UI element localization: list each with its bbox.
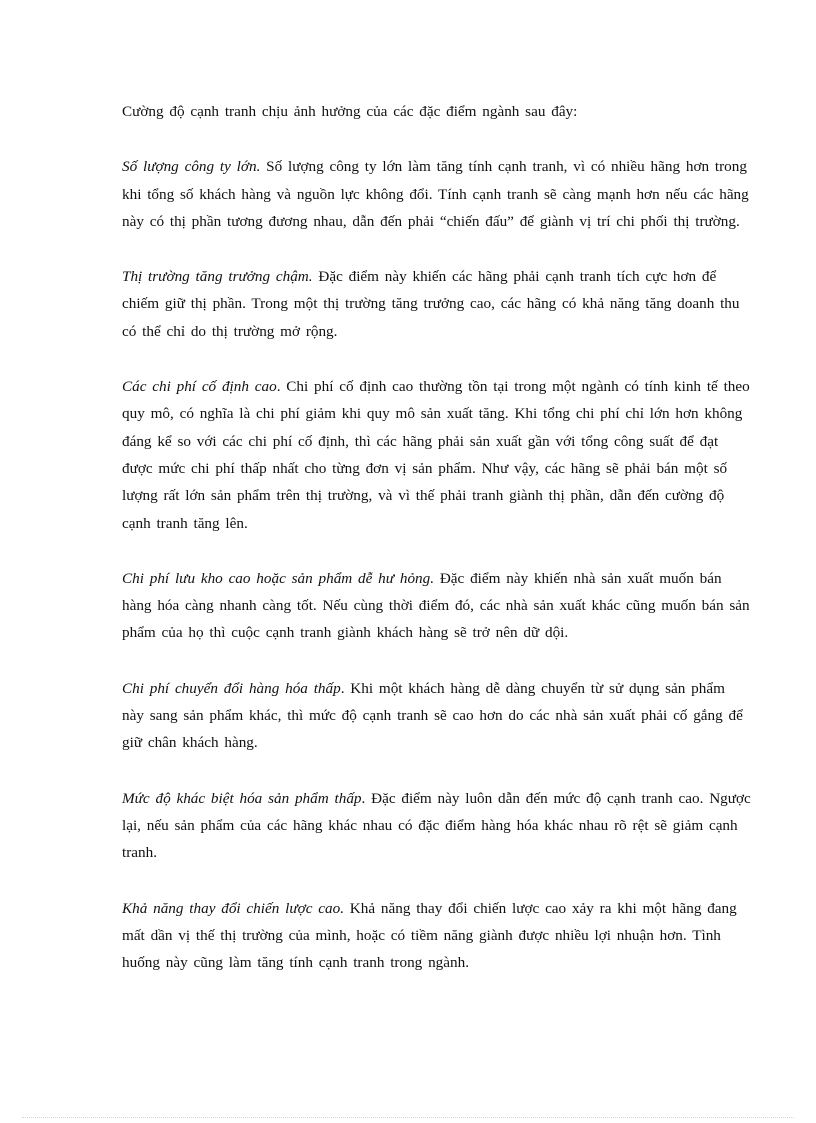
- paragraph-low-differentiation: [122, 785, 752, 867]
- paragraph-high-strategic-stakes: [122, 895, 752, 977]
- paragraph-heading: Thị trường tăng trưởng chậm.: [122, 268, 313, 286]
- paragraph-high-fixed-costs: [122, 373, 752, 537]
- paragraph-high-storage-costs: [122, 565, 752, 647]
- paragraph-body: . Chi phí cố định cao thường tồn tại trong một ngành có tính kinh tế theo quy mô, có nghĩa là chi phí giảm khi quy mô sản xuất tăng. Khi tổng chi phí chỉ lớn hơn không đáng kể so với các chi phí cố định, thì các hãng phải sản xuất gần với tổng công suất để đạt được mức chi phí thấp nhất cho từng đơn vị sản phẩm. Như vậy, các hãng sẽ phải bán một số lượng rất lớn sản phẩm trên thị trường, và vì thế phải tranh giành thị phần, dẫn đến cường độ cạnh tranh tăng lên.: [122, 378, 750, 532]
- page-bottom-divider: [22, 1117, 794, 1118]
- paragraph-heading: Số lượng công ty lớn.: [122, 158, 261, 176]
- paragraph-slow-market-growth: [122, 263, 752, 345]
- paragraph-body: . Đặc điểm này luôn dẫn đến mức độ cạnh tranh cao. Ngược lại, nếu sản phẩm của các hãng khác nhau có đặc điểm hàng hóa khác nhau rõ rệt sẽ giảm cạnh tranh.: [122, 789, 751, 862]
- paragraph-low-switching-costs: [122, 675, 752, 757]
- paragraph-heading: Chi phí lưu kho cao hoặc sản phẩm dễ hư hỏng.: [122, 569, 435, 587]
- paragraph-heading: Khả năng thay đổi chiến lược cao.: [122, 899, 344, 917]
- paragraph-body: Số lượng công ty lớn làm tăng tính cạnh tranh, vì có nhiều hãng hơn trong khi tổng số khách hàng và nguồn lực không đổi. Tính cạnh tranh sẽ càng mạnh hơn nếu các hãng này có thị phần tương đương nhau, dẫn đến phải “chiến đấu” để giành vị trí chi phối thị trường.: [122, 158, 749, 230]
- document-body: [122, 98, 752, 1004]
- intro-paragraph: Cường độ cạnh tranh chịu ảnh hưởng của các đặc điểm ngành sau đây:: [122, 103, 578, 120]
- paragraph-heading: Chi phí chuyển đổi hàng hóa thấp: [122, 679, 341, 697]
- paragraph-body: Đặc điểm này khiến các hãng phải cạnh tranh tích cực hơn để chiếm giữ thị phần. Trong một thị trường tăng trưởng cao, các hãng có khả năng tăng doanh thu có thể chỉ do thị trường mở rộng.: [122, 268, 740, 340]
- paragraph-large-number-of-firms: [122, 153, 752, 235]
- paragraph-heading: Mức độ khác biệt hóa sản phẩm thấp: [122, 789, 362, 807]
- paragraph-heading: Các chi phí cố định cao: [122, 378, 277, 396]
- paragraph-body: . Khi một khách hàng dễ dàng chuyển từ sử dụng sản phẩm này sang sản phẩm khác, thì mức độ cạnh tranh sẽ cao hơn do các nhà sản xuất phải cố gắng để giữ chân khách hàng.: [122, 679, 743, 752]
- paragraph-body: Khả năng thay đổi chiến lược cao xảy ra khi một hãng đang mất dần vị thế thị trường của mình, hoặc có tiềm năng giành được nhiều lợi nhuận hơn. Tình huống này cũng làm tăng tính cạnh tranh trong ngành.: [122, 899, 737, 972]
- paragraph-body: Đặc điểm này khiến nhà sản xuất muốn bán hàng hóa càng nhanh càng tốt. Nếu cùng thời điểm đó, các nhà sản xuất khác cũng muốn bán sản phẩm của họ thì cuộc cạnh tranh giành khách hàng sẽ trở nên dữ dội.: [122, 569, 750, 642]
